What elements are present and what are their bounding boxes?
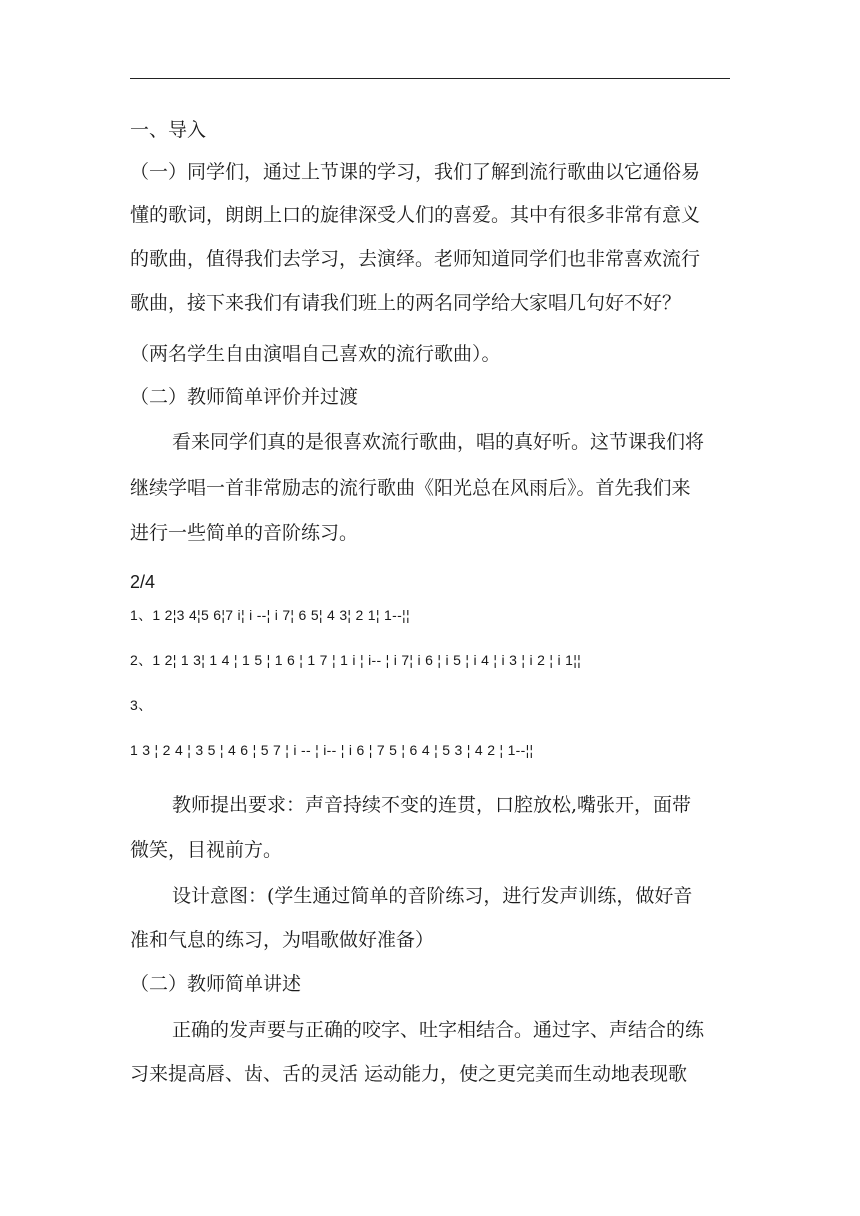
scale-exercise-3-label: 3、 [130,697,153,713]
paragraph-line: 懂的歌词，朗朗上口的旋律深受人们的喜爱。其中有很多非常有意义 [130,204,701,226]
paragraph-line: 继续学唱一首非常励志的流行歌曲《阳光总在风雨后》。首先我们来 [130,477,691,499]
paragraph-line: （一）同学们，通过上节课的学习，我们了解到流行歌曲以它通俗易 [130,161,701,183]
paragraph-line: 进行一些简单的音阶练习。 [130,522,359,544]
header-rule [130,78,730,79]
time-signature: 2/4 [130,572,156,592]
paragraph-line: 教师提出要求：声音持续不变的连贯，口腔放松,嘴张开，面带 [172,794,692,816]
paragraph-line: 歌曲，接下来我们有请我们班上的两名同学给大家唱几句好不好？ [130,292,682,314]
section-heading-intro: 一、导入 [130,119,207,141]
scale-exercise-2: 2、1 2¦ 1 3¦ 1 4 ¦ 1 5 ¦ 1 6 ¦ 1 7 ¦ 1 i ¦ i-- ¦ i 7¦ i 6 ¦ i 5 ¦ i 4 ¦ i 3 ¦ i 2 ¦ i 1¦¦ [130,652,582,668]
subheading-explain: （二）教师简单讲述 [130,973,302,995]
paragraph-line: 设计意图：(学生通过简单的音阶练习，进行发声训练，做好音 [172,885,693,907]
paragraph-line: 习来提高唇、齿、舌的灵活 运动能力，使之更完美而生动地表现歌 [130,1063,688,1085]
subheading-evaluate: （二）教师简单评价并过渡 [130,386,359,408]
paragraph-line: 微笑，目视前方。 [130,839,283,861]
scale-exercise-1: 1、1 2¦3 4¦5 6¦7 i¦ i --¦ i 7¦ 6 5¦ 4 3¦ 2 1¦ 1--¦¦ [130,607,410,623]
paragraph-line: 准和气息的练习，为唱歌做好准备） [130,929,435,951]
scale-exercise-3: 1 3 ¦ 2 4 ¦ 3 5 ¦ 4 6 ¦ 5 7 ¦ i -- ¦ i-- ¦ i 6 ¦ 7 5 ¦ 6 4 ¦ 5 3 ¦ 4 2 ¦ 1--¦¦ [130,742,534,758]
paragraph-line: 看来同学们真的是很喜欢流行歌曲，唱的真好听。这节课我们将 [172,431,705,453]
paragraph-line: （两名学生自由演唱自己喜欢的流行歌曲）。 [130,343,501,365]
paragraph-line: 正确的发声要与正确的咬字、吐字相结合。通过字、声结合的练 [172,1019,705,1041]
paragraph-line: 的歌曲，值得我们去学习，去演绎。老师知道同学们也非常喜欢流行 [130,248,701,270]
